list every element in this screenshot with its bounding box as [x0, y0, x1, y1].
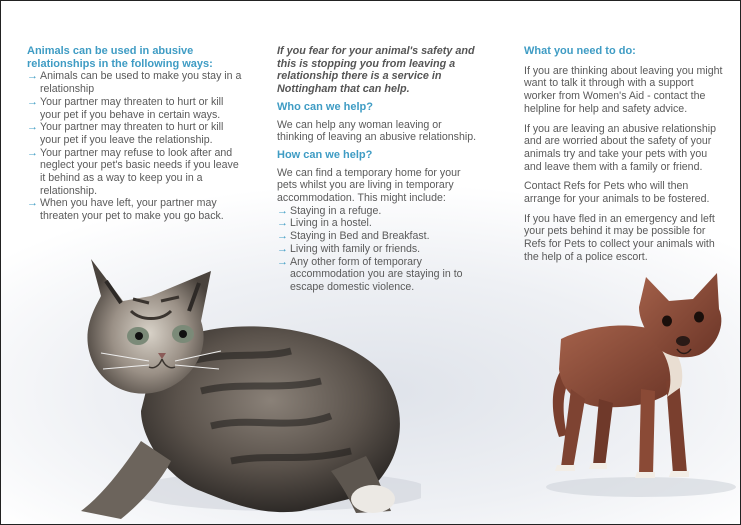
arrow-icon: → — [27, 95, 38, 108]
arrow-icon: → — [27, 70, 38, 83]
how-text: We can find a temporary home for your pets whilst you are living in temporary accommodation. This might include: — [277, 166, 461, 205]
list-item: → Your partner may threaten to hurt or kill your pet if you behave in certain ways. — [27, 95, 224, 121]
arrow-icon: → — [27, 121, 38, 134]
dog-image — [521, 269, 741, 501]
arrow-icon: → — [27, 146, 38, 159]
service-intro: If you fear for your animal's safety and this is stopping you from leaving a relationship there is a service in Nottingham that can help. — [277, 45, 475, 96]
how-heading: How can we help? — [277, 148, 373, 161]
kitten-image — [61, 241, 421, 525]
what-to-do-heading: What you need to do: — [524, 45, 636, 57]
arrow-icon: → — [277, 217, 288, 230]
list-item: → Animals can be used to make you stay in a relationship — [27, 70, 242, 96]
what-to-do-paragraph: If you are leaving an abusive relationship and are worried about the safety of your animals try and take your pets with you and leave them with a family or friend. — [524, 122, 716, 173]
abuse-ways-heading: Animals can be used in abusive relationships in the following ways: — [27, 45, 213, 70]
arrow-icon: → — [277, 242, 288, 255]
column-what-to-do — [524, 45, 724, 264]
list-item: → When you have left, your partner may threaten your pet to make you go back. — [27, 197, 224, 223]
arrow-icon: → — [277, 230, 288, 243]
what-to-do-paragraph: Contact Refs for Pets who will then arrange for your animals to be fostered. — [524, 180, 710, 206]
list-item: → Living with family or friends. — [277, 242, 421, 255]
who-text: We can help any woman leaving or thinking of leaving an abusive relationship. — [277, 118, 477, 144]
list-item: → Your partner may refuse to look after and neglect your pet's basic needs if you leave it behind as a way to keep you in a relationship. — [27, 146, 239, 197]
arrow-icon: → — [27, 197, 38, 210]
list-item: → Staying in Bed and Breakfast. — [277, 230, 430, 243]
who-heading: Who can we help? — [277, 100, 373, 113]
list-item: → Your partner may threaten to hurt or kill your pet if you leave the relationship. — [27, 121, 224, 146]
column-abuse-ways — [27, 45, 242, 223]
list-item: → Living in a hostel. — [277, 217, 372, 230]
what-to-do-paragraph: If you have fled in an emergency and left your pets behind it may be possible for Refs for Pets to collect your animals with the help of a police escort. — [524, 212, 715, 263]
abuse-ways-list — [27, 70, 242, 222]
arrow-icon: → — [277, 204, 288, 217]
what-to-do-paragraph: If you are thinking about leaving you might want to talk it through with a support worker from Women's Aid - contact the helpline for help and safety advice. — [524, 64, 723, 115]
list-item: → Any other form of temporary accommodation you are staying in to escape domestic violence. — [277, 255, 463, 293]
list-item: → Staying in a refuge. — [277, 204, 382, 217]
arrow-icon: → — [277, 255, 288, 268]
